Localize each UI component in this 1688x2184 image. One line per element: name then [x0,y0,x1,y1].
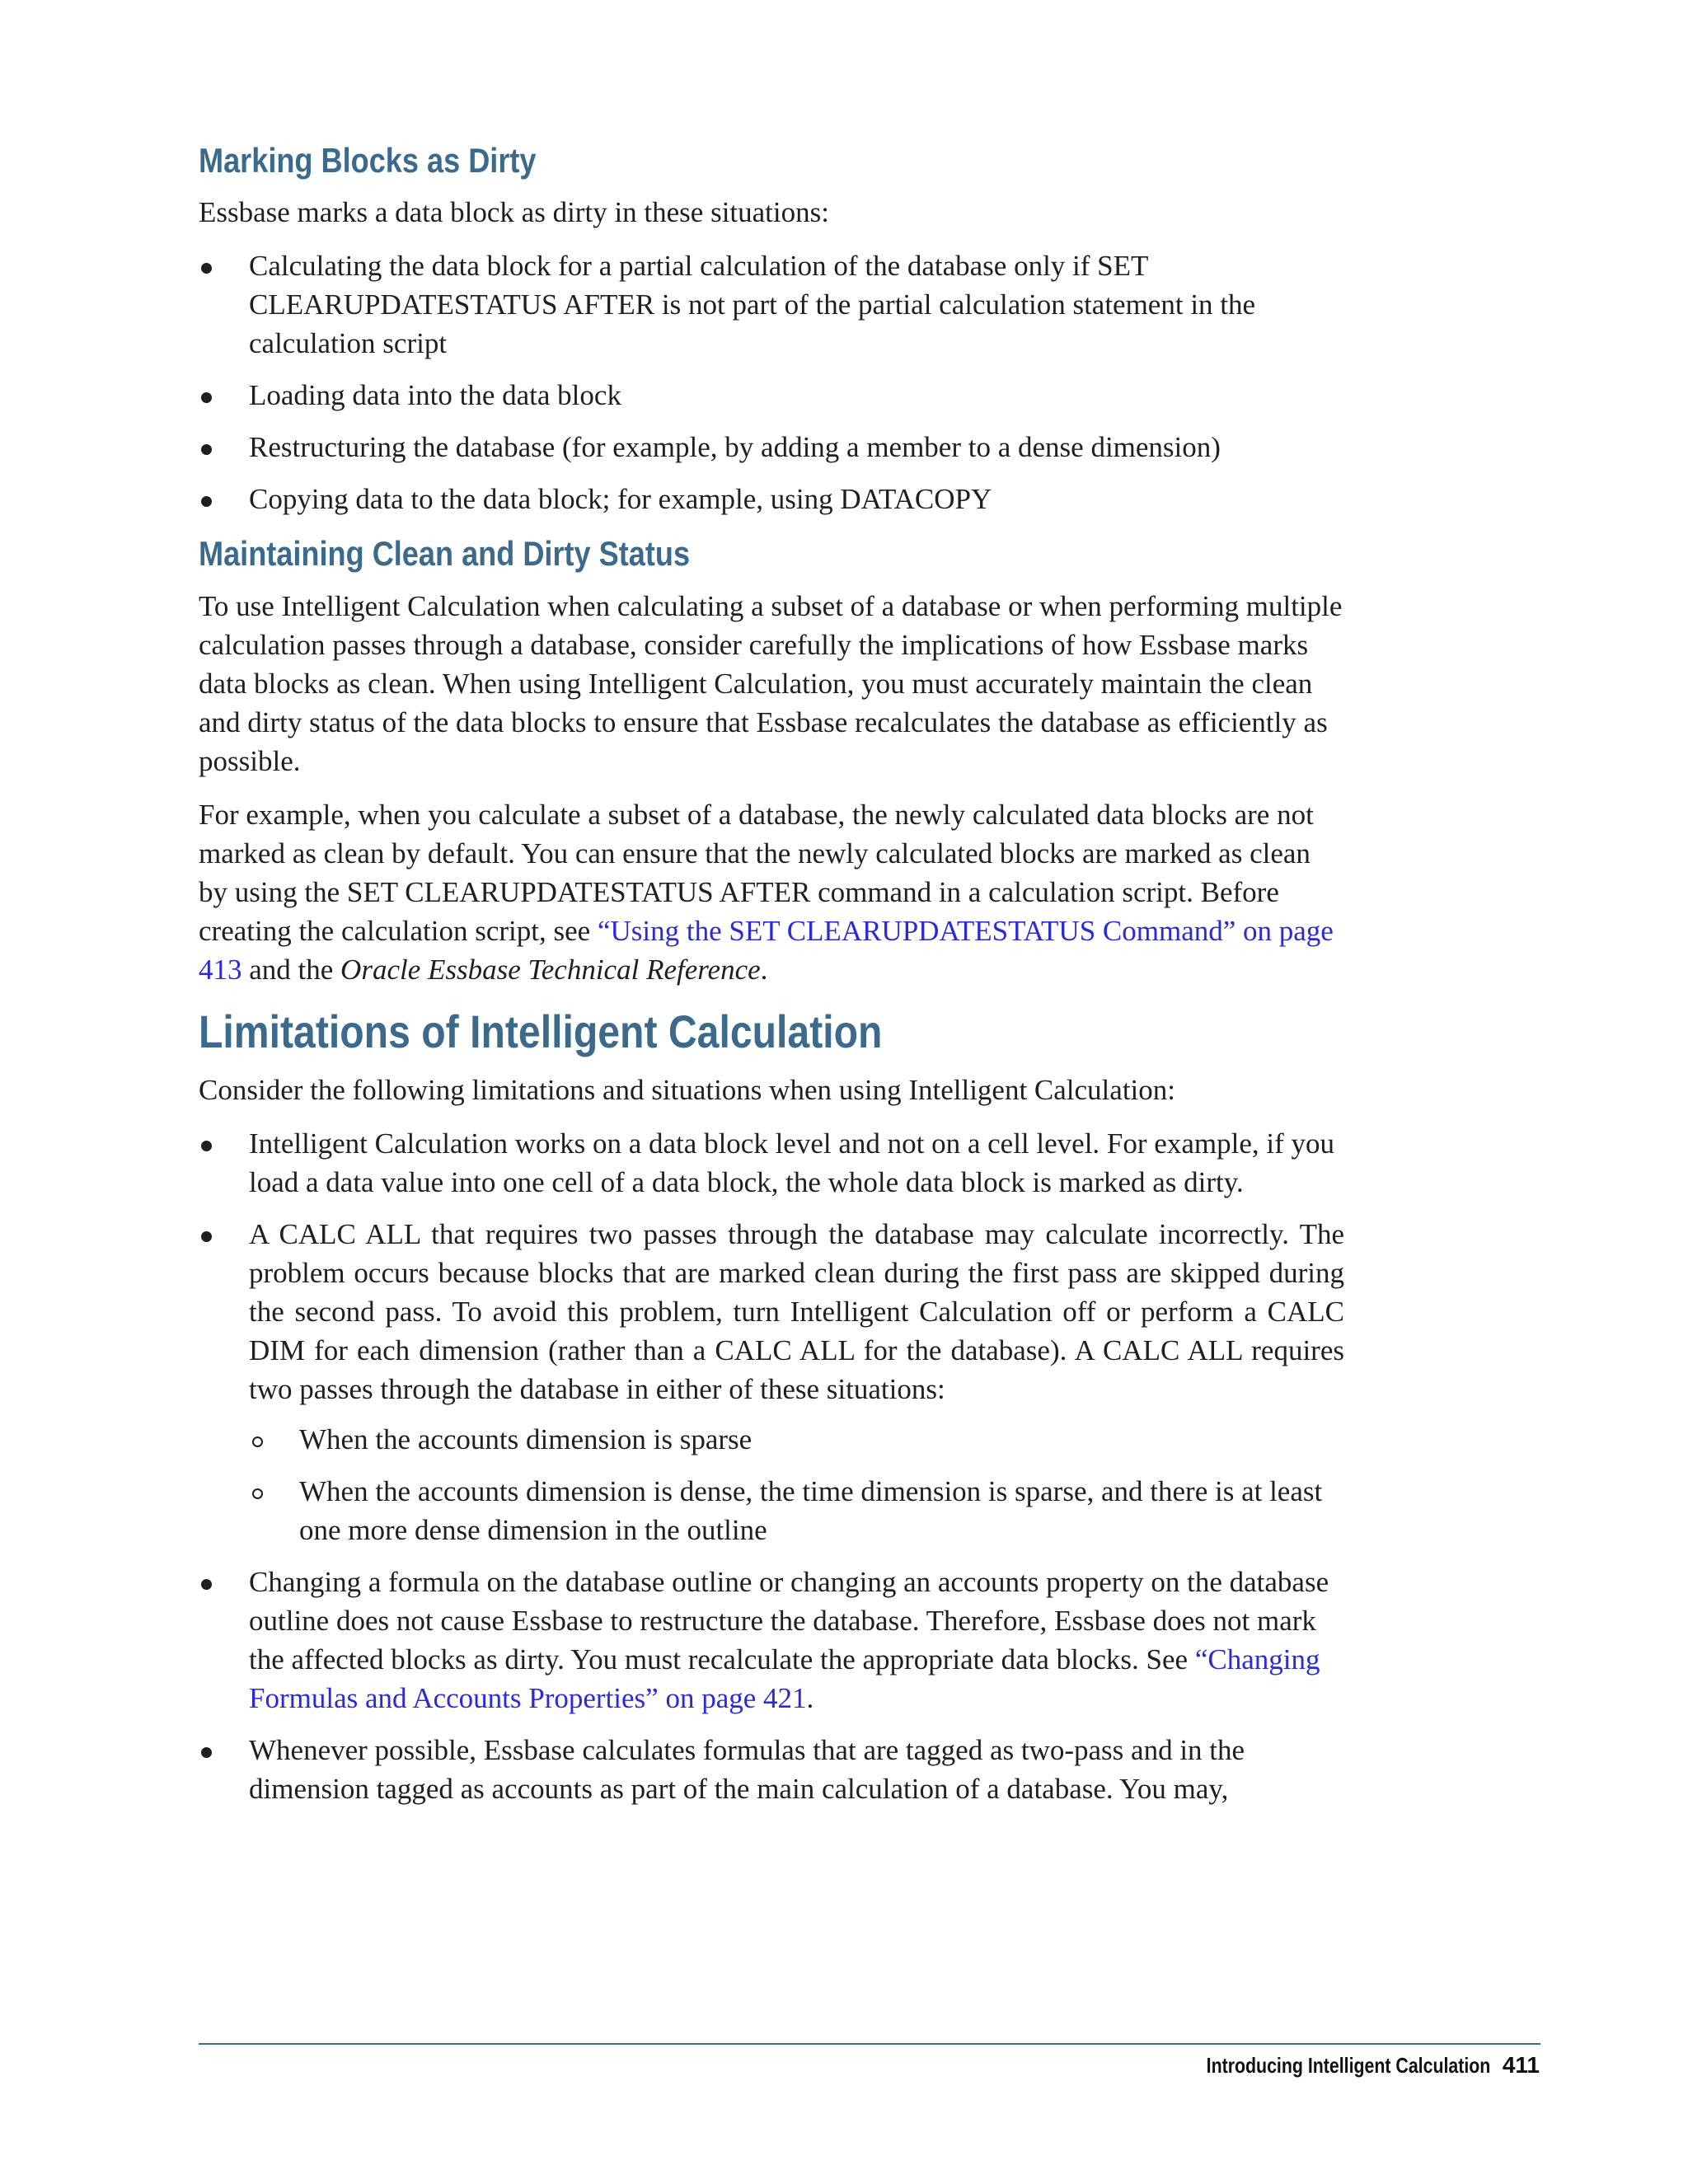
section1-intro: Essbase marks a data block as dirty in these situations: [199,196,829,229]
list-item-text: . [806,1681,814,1714]
book-title: Oracle Essbase Technical Reference [340,953,761,986]
section-heading-limitations: Limitations of Intelligent Calculation [199,1005,883,1057]
page-footer [1144,2052,1540,2079]
list-item: Intelligent Calculation works on a data block level and not on a cell level. For example, if you load a data value into one cell of a data block, the whole data block is marked as dirty. [199,1124,1344,1202]
sub-list-item: When the accounts dimension is sparse [249,1420,1344,1459]
footer-chapter-title: Introducing Intelligent Calculation [1207,2053,1491,2078]
dirty-situations-list [199,246,1344,518]
limitations-list [199,1124,1344,1808]
list-item: Copying data to the data block; for example, using DATACOPY [199,480,1344,518]
footer-divider [199,2043,1540,2045]
paragraph-text: . [760,953,768,986]
list-item: Restructuring the database (for example, by adding a member to a dense dimension) [199,428,1344,466]
section-heading-marking-blocks: Marking Blocks as Dirty [199,141,537,180]
cross-reference-link[interactable]: “Changing Formulas and Accounts Properties” on page 421 [249,1643,1320,1714]
cross-reference-link[interactable]: “Using the SET CLEARUPDATESTATUS Command” on page 413 [199,914,1334,986]
list-item-text: Changing a formula on the database outline or changing an accounts property on the database outline does not cause Essbase to restructure the database. Therefore, Essbase does not mark the affected blocks as dirty. You must recalculate the appropriate data blocks. See [249,1565,1329,1675]
list-item: Calculating the data block for a partial calculation of the database only if SET CLEARUPDATESTATUS AFTER is not part of the partial calculation statement in the calculation script [199,246,1344,363]
page-content [199,140,1344,1823]
section2-paragraph-2 [199,795,1344,989]
list-item [199,1563,1344,1718]
sub-list-item: When the accounts dimension is dense, the time dimension is sparse, and there is at least one more dense dimension in the outline [249,1472,1344,1549]
paragraph-text: and the [241,953,341,986]
section2-paragraph-1: To use Intelligent Calculation when calculating a subset of a database or when performing multiple calculation passes through a database, consider carefully the implications of how Essbase marks data blocks as clean. When using Intelligent Calculation, you must accurately maintain the clean and dirty status of the data blocks to ensure that Essbase recalculates the database as efficiently as possible. [199,589,1343,777]
list-item [199,1215,1344,1549]
page-number: 411 [1502,2052,1540,2078]
section3-intro: Consider the following limitations and situations when using Intelligent Calculation: [199,1073,1175,1106]
paragraph-text: For example, when you calculate a subset of a database, the newly calculated data blocks are not marked as clean by default. You can ensure that the newly calculated blocks are marked as clean by using the SET CLEARUPDATESTATUS AFTER command in a calculation script. Before creating the calculation script, see [199,798,1314,947]
list-item-text: A CALC ALL that requires two passes through the database may calculate incorrectly. The problem occurs because blocks that are marked clean during the first pass are skipped during the second pass. To avoid this problem, turn Intelligent Calculation off or perform a CALC DIM for each dimension (rather than a CALC ALL for the database). A CALC ALL requires two passes through the database in either of these situations: [249,1217,1344,1405]
section-heading-clean-dirty: Maintaining Clean and Dirty Status [199,534,691,574]
calc-all-situations-list [249,1420,1344,1549]
list-item: Whenever possible, Essbase calculates formulas that are tagged as two-pass and in the dimension tagged as accounts as part of the main calculation of a database. You may, [199,1731,1344,1808]
list-item: Loading data into the data block [199,376,1344,415]
